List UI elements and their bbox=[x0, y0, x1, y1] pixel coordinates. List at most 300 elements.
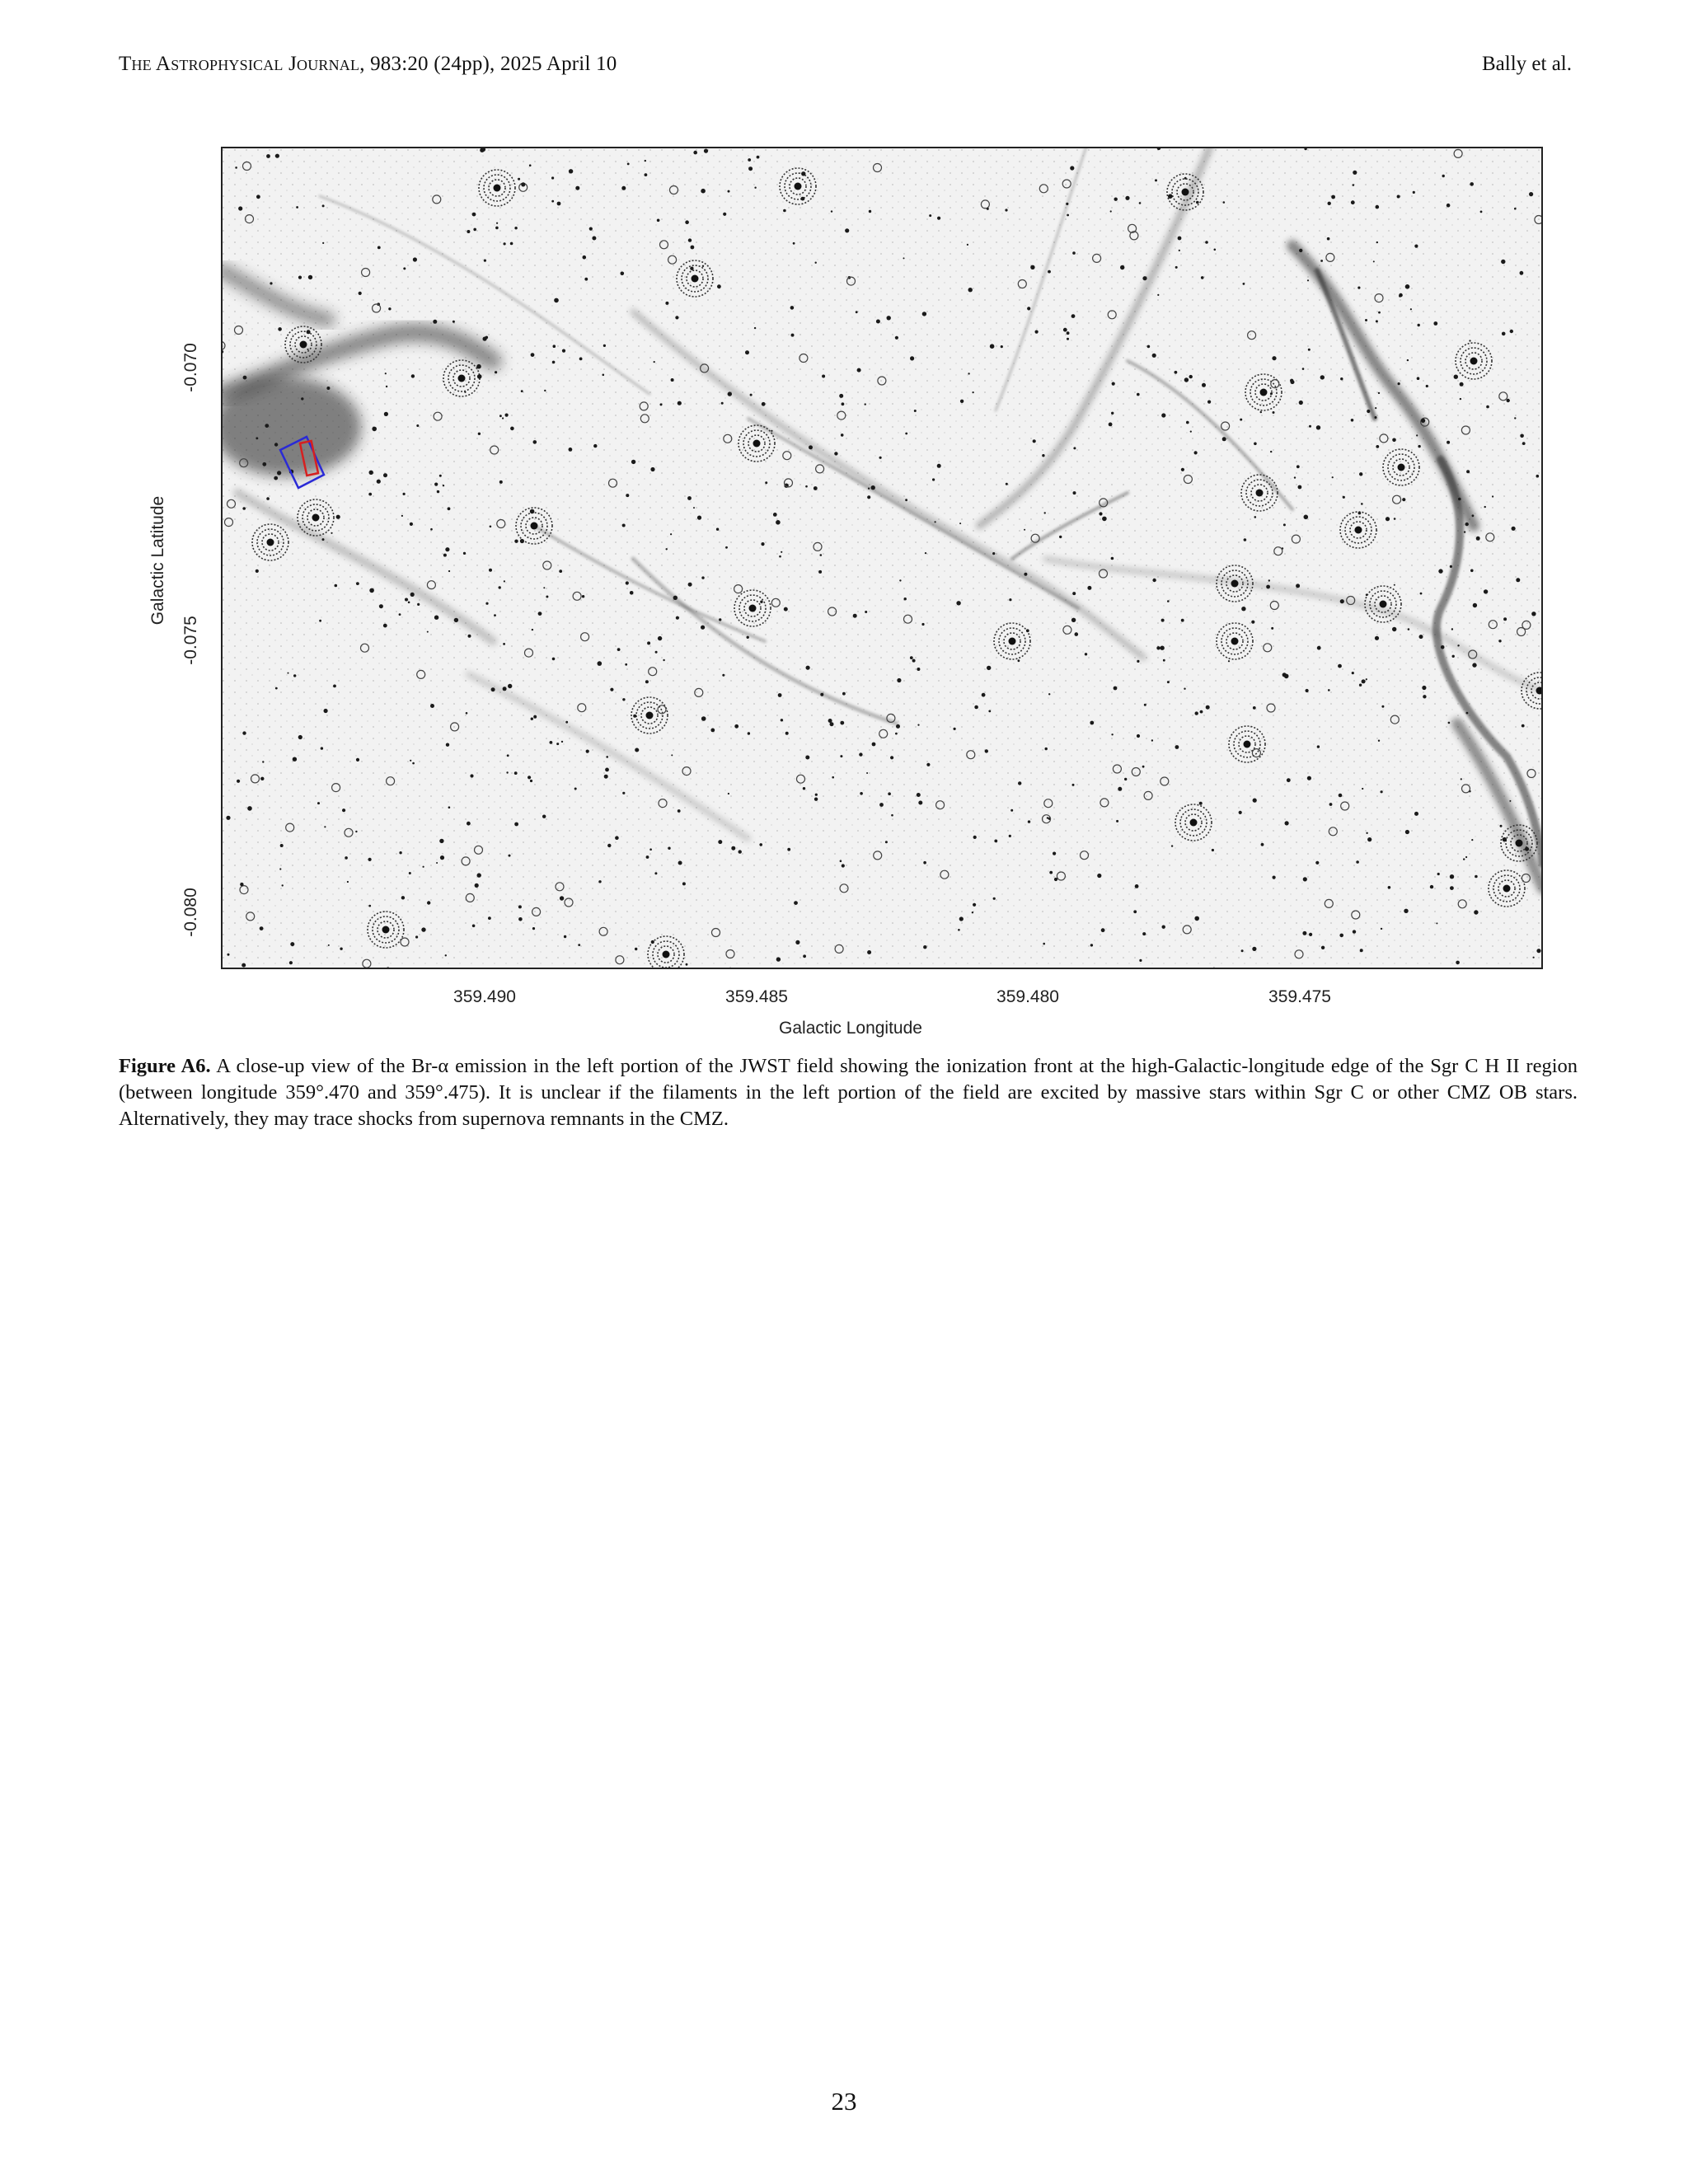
star bbox=[489, 569, 492, 572]
star bbox=[678, 401, 682, 405]
star bbox=[1137, 734, 1140, 738]
star bbox=[651, 940, 654, 944]
star bbox=[1296, 583, 1300, 588]
star bbox=[1378, 740, 1380, 742]
star bbox=[1110, 210, 1112, 212]
star bbox=[1327, 237, 1330, 241]
star bbox=[1512, 527, 1516, 531]
star bbox=[1271, 627, 1273, 630]
star bbox=[1222, 437, 1226, 441]
star bbox=[1102, 517, 1107, 522]
star bbox=[275, 154, 279, 158]
star bbox=[514, 227, 517, 229]
y-tick-label: -0.080 bbox=[181, 888, 200, 937]
star bbox=[1253, 799, 1257, 803]
dark-nebula bbox=[221, 377, 361, 476]
star bbox=[1466, 712, 1469, 715]
star bbox=[256, 569, 259, 573]
star bbox=[439, 475, 442, 477]
star bbox=[1405, 284, 1410, 289]
star bbox=[754, 187, 756, 189]
star bbox=[973, 903, 976, 907]
star bbox=[499, 586, 501, 588]
star bbox=[484, 260, 486, 262]
star bbox=[806, 666, 810, 670]
star bbox=[1009, 598, 1011, 601]
star bbox=[687, 496, 692, 500]
star bbox=[401, 515, 403, 517]
star bbox=[1507, 399, 1510, 402]
star bbox=[1206, 705, 1210, 710]
star bbox=[1181, 468, 1184, 471]
star bbox=[840, 860, 842, 863]
star bbox=[760, 601, 762, 603]
star bbox=[834, 452, 837, 455]
star bbox=[903, 257, 905, 259]
star bbox=[1287, 778, 1291, 782]
star bbox=[932, 478, 935, 480]
star bbox=[1451, 628, 1453, 630]
star bbox=[691, 246, 695, 250]
star bbox=[1437, 873, 1440, 875]
star bbox=[1161, 619, 1165, 622]
figure-image bbox=[221, 147, 1543, 969]
star bbox=[1332, 476, 1334, 478]
star bbox=[1184, 377, 1189, 382]
star bbox=[958, 929, 960, 931]
star bbox=[1260, 411, 1262, 413]
star bbox=[496, 223, 498, 224]
star bbox=[1067, 338, 1069, 340]
star bbox=[1359, 684, 1362, 687]
star bbox=[1199, 802, 1203, 805]
star bbox=[1240, 419, 1242, 421]
star bbox=[1450, 565, 1452, 568]
star bbox=[448, 507, 451, 510]
star bbox=[1270, 392, 1273, 395]
star bbox=[1243, 283, 1245, 285]
star bbox=[626, 581, 629, 584]
star bbox=[385, 373, 387, 374]
star bbox=[552, 361, 556, 364]
star bbox=[427, 631, 429, 633]
star bbox=[990, 344, 995, 349]
star bbox=[279, 868, 281, 869]
star bbox=[1353, 171, 1357, 175]
star bbox=[1536, 475, 1540, 478]
star bbox=[491, 687, 495, 691]
star bbox=[1268, 579, 1270, 581]
star bbox=[274, 476, 278, 480]
star bbox=[663, 659, 664, 661]
star bbox=[1509, 800, 1511, 802]
star bbox=[1308, 349, 1311, 351]
star bbox=[1175, 266, 1178, 269]
star bbox=[974, 705, 978, 710]
star bbox=[1010, 809, 1013, 812]
star bbox=[1066, 203, 1068, 205]
star bbox=[673, 596, 678, 600]
star bbox=[528, 776, 531, 779]
star bbox=[776, 957, 781, 961]
star bbox=[532, 629, 533, 630]
star bbox=[1329, 803, 1333, 806]
star bbox=[288, 673, 289, 674]
star bbox=[399, 851, 401, 854]
star bbox=[815, 794, 818, 796]
star bbox=[784, 607, 788, 612]
star bbox=[876, 320, 880, 324]
star bbox=[1419, 635, 1423, 639]
star bbox=[1144, 704, 1146, 706]
star bbox=[1352, 672, 1354, 674]
star bbox=[1043, 943, 1045, 945]
star bbox=[584, 278, 588, 281]
star bbox=[464, 391, 466, 393]
star bbox=[1073, 447, 1076, 449]
star bbox=[787, 848, 790, 851]
star bbox=[473, 228, 476, 232]
star bbox=[1486, 405, 1489, 409]
star bbox=[336, 515, 340, 519]
star bbox=[1418, 445, 1420, 448]
star bbox=[987, 208, 989, 210]
star bbox=[603, 374, 605, 377]
star bbox=[1168, 194, 1173, 199]
star bbox=[1339, 934, 1343, 938]
star bbox=[1328, 689, 1330, 691]
star bbox=[1181, 619, 1184, 622]
star bbox=[569, 169, 573, 173]
star bbox=[593, 444, 597, 448]
star bbox=[475, 883, 479, 888]
star bbox=[988, 710, 991, 713]
y-axis-title: Galactic Latitude bbox=[148, 495, 167, 626]
star bbox=[686, 963, 688, 966]
star bbox=[1359, 472, 1362, 476]
star bbox=[926, 763, 930, 766]
star bbox=[433, 320, 437, 324]
star bbox=[1420, 593, 1423, 595]
star bbox=[866, 772, 868, 774]
star bbox=[1358, 512, 1362, 515]
star bbox=[430, 528, 433, 531]
star bbox=[551, 200, 554, 203]
star bbox=[1392, 438, 1396, 443]
star bbox=[383, 473, 387, 477]
star bbox=[488, 916, 491, 920]
star bbox=[910, 656, 913, 659]
star bbox=[1399, 293, 1403, 298]
star bbox=[1282, 673, 1287, 677]
star bbox=[1503, 617, 1507, 621]
star bbox=[1317, 646, 1321, 650]
star bbox=[671, 378, 674, 382]
star bbox=[538, 612, 542, 616]
star bbox=[633, 715, 636, 718]
star bbox=[1090, 944, 1093, 946]
star bbox=[1473, 603, 1477, 607]
star bbox=[905, 499, 907, 501]
star bbox=[1201, 276, 1204, 279]
star bbox=[1472, 663, 1476, 667]
star bbox=[856, 311, 858, 313]
star bbox=[626, 494, 629, 497]
star bbox=[973, 836, 977, 839]
star bbox=[853, 614, 857, 618]
star bbox=[485, 602, 488, 605]
star bbox=[1175, 745, 1179, 749]
star bbox=[1410, 308, 1412, 310]
star bbox=[1283, 523, 1286, 526]
star bbox=[483, 337, 487, 341]
star bbox=[270, 282, 272, 284]
star bbox=[262, 761, 264, 762]
star bbox=[413, 257, 417, 261]
star bbox=[738, 850, 742, 853]
star bbox=[1072, 592, 1076, 595]
star bbox=[1516, 578, 1520, 582]
star bbox=[1447, 441, 1450, 444]
star bbox=[1307, 776, 1311, 780]
star bbox=[630, 591, 634, 595]
star bbox=[1522, 442, 1526, 445]
star bbox=[1520, 434, 1524, 438]
star bbox=[1212, 849, 1214, 851]
star bbox=[1441, 645, 1445, 649]
star bbox=[1097, 874, 1101, 878]
star bbox=[935, 521, 936, 523]
star bbox=[359, 292, 362, 295]
star bbox=[809, 445, 813, 449]
star bbox=[635, 748, 639, 752]
star bbox=[368, 493, 372, 496]
star bbox=[649, 848, 652, 851]
star bbox=[242, 507, 246, 510]
star bbox=[1426, 385, 1428, 387]
star bbox=[1471, 839, 1473, 841]
star bbox=[840, 721, 844, 725]
star bbox=[260, 777, 264, 780]
star bbox=[1466, 470, 1470, 473]
star bbox=[1024, 573, 1027, 576]
star bbox=[1520, 271, 1524, 275]
star bbox=[1161, 413, 1165, 417]
star bbox=[1463, 858, 1465, 860]
star bbox=[897, 678, 901, 682]
star bbox=[556, 743, 559, 745]
star bbox=[922, 312, 926, 316]
star bbox=[410, 593, 415, 597]
star bbox=[401, 896, 405, 899]
star bbox=[747, 636, 749, 639]
star bbox=[293, 757, 297, 762]
star bbox=[1375, 636, 1379, 640]
x-tick-label: 359.490 bbox=[453, 987, 516, 1006]
star bbox=[1190, 431, 1192, 433]
star bbox=[1087, 586, 1091, 590]
star bbox=[1394, 584, 1395, 586]
star bbox=[879, 457, 882, 459]
star bbox=[1048, 693, 1050, 695]
star bbox=[1536, 949, 1540, 953]
star bbox=[1362, 788, 1363, 790]
star bbox=[1294, 476, 1296, 478]
star bbox=[937, 217, 940, 220]
star bbox=[645, 173, 648, 176]
star bbox=[723, 213, 726, 216]
star bbox=[1458, 498, 1461, 501]
star bbox=[665, 302, 668, 305]
star bbox=[728, 391, 732, 396]
star bbox=[701, 626, 705, 630]
star bbox=[1316, 425, 1320, 429]
star bbox=[1484, 506, 1486, 508]
star bbox=[592, 237, 596, 241]
star bbox=[820, 554, 823, 556]
star bbox=[1438, 569, 1442, 573]
star bbox=[574, 788, 577, 790]
star bbox=[704, 149, 708, 153]
star bbox=[289, 961, 293, 964]
star bbox=[1470, 569, 1474, 573]
star bbox=[1302, 931, 1306, 935]
star bbox=[1381, 705, 1384, 708]
star bbox=[1054, 878, 1057, 881]
star bbox=[1405, 830, 1409, 834]
star bbox=[815, 262, 817, 264]
star bbox=[1367, 837, 1372, 841]
star bbox=[569, 448, 573, 452]
star bbox=[1328, 202, 1331, 205]
star bbox=[372, 427, 377, 432]
star bbox=[434, 616, 438, 620]
star bbox=[1457, 644, 1459, 646]
star bbox=[869, 210, 871, 213]
star bbox=[340, 948, 342, 950]
star bbox=[1067, 331, 1070, 335]
star bbox=[914, 410, 917, 412]
star bbox=[546, 596, 548, 598]
star bbox=[731, 846, 735, 851]
star bbox=[1388, 886, 1391, 889]
star bbox=[530, 780, 532, 782]
star bbox=[887, 316, 891, 320]
star bbox=[1059, 536, 1062, 538]
star bbox=[237, 780, 240, 783]
star bbox=[559, 569, 562, 573]
star bbox=[871, 485, 875, 490]
star bbox=[1460, 382, 1464, 387]
star bbox=[622, 792, 625, 794]
star bbox=[646, 855, 649, 859]
star bbox=[1514, 417, 1516, 419]
star bbox=[1514, 208, 1517, 210]
star bbox=[1365, 319, 1367, 321]
star bbox=[322, 204, 325, 207]
star bbox=[1501, 260, 1505, 264]
star bbox=[1366, 832, 1367, 834]
star bbox=[801, 171, 805, 176]
star bbox=[1266, 585, 1270, 589]
star bbox=[1028, 820, 1030, 823]
star bbox=[621, 186, 626, 190]
star bbox=[1114, 198, 1118, 201]
star bbox=[421, 927, 425, 931]
star bbox=[1124, 778, 1127, 780]
star bbox=[822, 375, 825, 378]
star bbox=[1139, 202, 1142, 204]
star bbox=[386, 386, 387, 387]
star bbox=[532, 927, 535, 930]
star bbox=[992, 552, 995, 555]
star bbox=[867, 495, 870, 499]
star bbox=[899, 579, 901, 581]
star bbox=[1027, 307, 1030, 310]
star bbox=[627, 163, 630, 166]
star bbox=[987, 666, 991, 670]
star bbox=[1067, 214, 1069, 217]
star bbox=[1381, 928, 1382, 930]
star bbox=[718, 840, 722, 844]
star bbox=[1460, 398, 1461, 400]
star bbox=[1070, 166, 1074, 170]
star bbox=[865, 403, 866, 405]
star bbox=[1111, 733, 1113, 735]
star bbox=[242, 731, 246, 734]
star bbox=[564, 935, 566, 938]
star bbox=[324, 709, 328, 713]
star bbox=[1402, 498, 1405, 501]
star bbox=[1085, 653, 1087, 655]
star bbox=[1155, 179, 1157, 181]
star bbox=[985, 749, 988, 752]
star bbox=[518, 917, 523, 921]
star bbox=[604, 775, 608, 779]
star bbox=[1302, 368, 1305, 370]
star bbox=[697, 516, 701, 520]
star bbox=[895, 733, 898, 735]
star bbox=[857, 368, 861, 373]
star bbox=[324, 826, 326, 827]
star bbox=[617, 648, 621, 651]
star bbox=[238, 206, 242, 210]
star bbox=[734, 724, 738, 729]
star bbox=[403, 493, 406, 495]
star bbox=[993, 898, 996, 900]
star bbox=[1207, 401, 1211, 404]
star bbox=[495, 227, 499, 230]
star bbox=[842, 864, 845, 867]
star bbox=[793, 242, 795, 245]
star bbox=[494, 614, 496, 616]
star bbox=[505, 414, 509, 417]
star bbox=[1152, 354, 1156, 358]
star bbox=[1120, 265, 1124, 269]
star bbox=[1048, 270, 1051, 274]
star bbox=[1472, 514, 1475, 517]
star bbox=[1510, 330, 1513, 333]
star bbox=[621, 272, 625, 276]
star bbox=[1378, 392, 1380, 394]
star bbox=[416, 424, 419, 427]
star bbox=[583, 255, 587, 260]
star bbox=[226, 816, 230, 820]
star bbox=[818, 570, 822, 574]
star bbox=[1186, 421, 1189, 424]
star bbox=[1416, 434, 1418, 436]
star bbox=[1375, 416, 1377, 419]
